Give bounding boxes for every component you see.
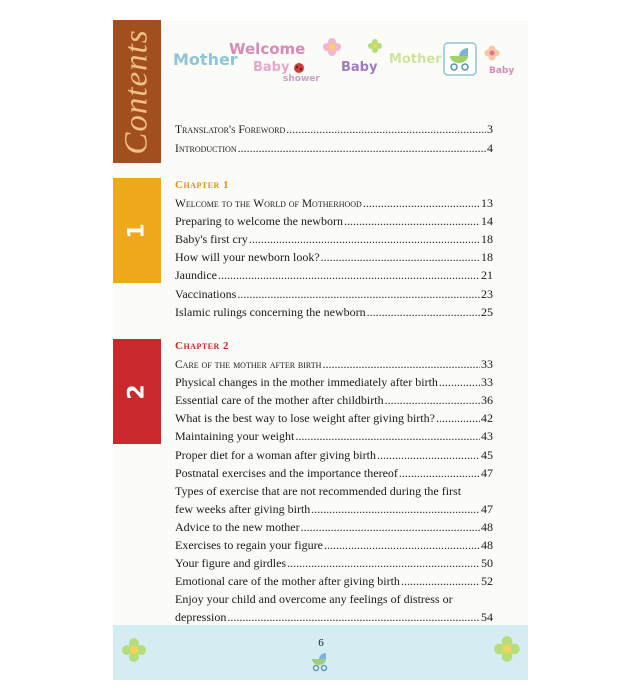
leader-dots [363,196,480,211]
toc-entry[interactable] [175,250,493,268]
leader-dots [237,287,480,302]
toc-entry-page: 45 [481,447,493,462]
baby-carriage-icon [443,42,477,76]
leader-dots [324,538,480,553]
leader-dots [436,411,480,426]
toc-entry[interactable] [175,196,493,214]
toc-entry[interactable] [175,429,493,447]
leader-dots [321,250,480,265]
toc-entry[interactable] [175,393,493,411]
flower-icon [491,633,523,665]
flower-icon [367,38,383,54]
toc-entry-page: 36 [481,393,493,408]
toc-entry-page: 47 [481,501,493,516]
banner-word: shower [283,74,320,84]
toc-entry-page: 4 [487,141,493,155]
toc-entry-page: 23 [481,286,493,301]
toc-entry[interactable] [175,556,493,574]
toc-entry[interactable] [175,305,493,323]
toc-entry-page: 54 [481,610,493,625]
toc-entry-label: What is the best way to lose weight after giving birth? [175,411,435,426]
leader-dots [227,610,480,625]
book-page [113,20,528,680]
toc-entry-page: 52 [481,574,493,589]
chapter-number: 2 [124,383,150,400]
leader-dots [311,502,480,517]
leader-dots [301,520,480,535]
toc-entry-label: Proper diet for a woman after giving birth [175,447,376,462]
toc-entry[interactable] [175,214,493,232]
toc-entry[interactable] [175,502,493,520]
leader-dots [295,429,480,444]
flower-icon [119,635,149,665]
toc-entry[interactable] [175,357,493,375]
toc-entry[interactable] [175,141,493,159]
toc-entry-label: Welcome to the World of Motherhood [175,198,362,210]
leader-dots [286,122,486,137]
toc-entry-page: 50 [481,556,493,571]
leader-dots [377,448,480,463]
toc-entry-page: 21 [481,268,493,283]
decorative-banner [171,32,521,92]
toc-entry-label: Emotional care of the mother after giving birth [175,574,400,589]
leader-dots [367,305,480,320]
toc-entry[interactable] [175,520,493,538]
toc-entry-label: Your figure and girdles [175,556,287,571]
toc-entry-page: 47 [481,465,493,480]
toc-entry-label: few weeks after giving birth [175,501,311,516]
toc-entry-label: Maintaining your weight [175,429,295,444]
toc-entry-page: 48 [481,538,493,552]
chapter-number-block [113,178,161,283]
chapter-number-block [113,339,161,444]
leader-dots [439,375,480,390]
toc-entry[interactable] [175,268,493,286]
toc-entry-label: Care of the mother after birth [175,359,322,371]
flower-icon [321,36,343,58]
leader-dots [399,466,480,481]
leader-dots [218,268,480,283]
toc-entry-page: 3 [487,122,493,136]
toc-entry-label: Baby's first cry [175,232,248,247]
toc-entry-page: 18 [481,250,493,265]
page-footer [113,625,528,680]
toc-entry-label: Vaccinations [175,286,237,301]
banner-word: Baby [253,60,290,75]
toc-entry[interactable] [175,122,493,140]
toc-entry-page: 13 [481,196,493,210]
banner-word: Baby [341,60,378,75]
toc-entry[interactable] [175,574,493,592]
toc-entry-label: depression [175,610,227,625]
toc-entry[interactable] [175,375,493,393]
toc-entry-page: 25 [481,304,493,319]
baby-carriage-icon [309,651,333,673]
toc-entry[interactable] [175,411,493,429]
toc-entry[interactable] [175,484,493,502]
toc-entry[interactable] [175,287,493,305]
toc-entry[interactable] [175,448,493,466]
toc-entry[interactable] [175,538,493,556]
leader-dots [322,357,480,372]
chapter-number: 1 [124,222,150,239]
toc-entry-label: Jaundice [175,268,217,283]
banner-word: Welcome [229,40,306,58]
toc-entry-label: Physical changes in the mother immediately after birth [175,375,438,390]
leader-dots [249,232,480,247]
leader-dots [344,214,480,229]
toc-entry-page: 18 [481,232,493,247]
toc-entry-label: Advice to the new mother [175,519,300,534]
chapter-title: Chapter 2 [175,340,230,352]
banner-word: Mother [173,50,238,69]
toc-entry-label: How will your newborn look? [175,250,320,265]
contents-side-tab [113,20,161,163]
leader-dots [401,574,480,589]
chapter-title: Chapter 1 [175,179,230,191]
toc-entry-page: 33 [481,375,493,390]
toc-entry-page: 42 [481,411,493,426]
toc-entry[interactable] [175,232,493,250]
toc-entry-label: Exercises to regain your figure [175,538,323,552]
toc-entry-label: Postnatal exercises and the importance thereof [175,465,398,480]
toc-entry-label: Islamic rulings concerning the newborn [175,304,366,319]
toc-entry-label: Translator's Foreword [175,124,286,136]
ladybug-icon [293,62,305,74]
toc-entry-label: Introduction [175,143,237,155]
toc-entry-label: Types of exercise that are not recommended during the first [175,483,462,498]
leader-dots [287,556,480,571]
toc-entry-label: Essential care of the mother after childbirth [175,393,384,408]
toc-entry-label: Preparing to welcome the newborn [175,214,343,229]
toc-entry-page: 33 [481,357,493,371]
toc-entry-page: 14 [481,214,493,229]
flower-icon [483,44,501,62]
contents-title: Contents [118,28,155,155]
banner-word: Baby [489,66,515,76]
leader-dots [385,393,480,408]
leader-dots [238,141,486,156]
toc-entry[interactable] [175,466,493,484]
page-number: 6 [318,637,324,649]
banner-word: Mother [389,52,442,67]
toc-entry[interactable] [175,592,493,610]
toc-entry-label: Enjoy your child and overcome any feelings of distress or [175,592,453,607]
toc-entry-page: 43 [481,429,493,444]
toc-entry-page: 48 [481,519,493,534]
